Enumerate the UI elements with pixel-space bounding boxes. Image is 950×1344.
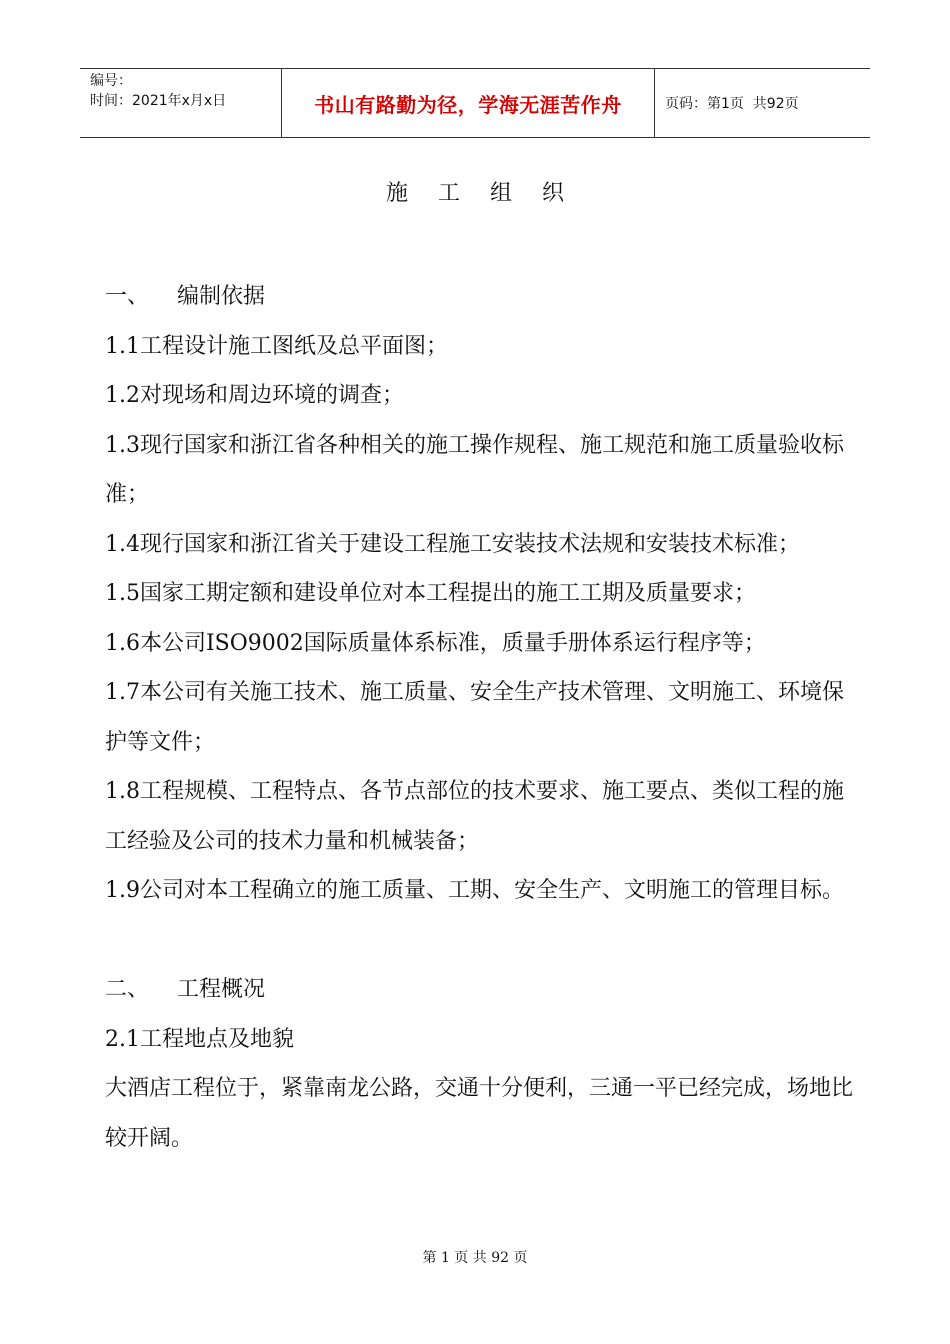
header-meta	[80, 69, 282, 137]
document-header	[80, 68, 870, 138]
document-title	[0, 176, 950, 207]
basis-item: 1.2对现场和周边环境的调查；	[105, 383, 404, 408]
title-char: 织	[542, 181, 565, 206]
header-motto-cell	[282, 69, 655, 137]
header-motto: 书山有路勤为径，学海无涯苦作舟	[314, 92, 622, 117]
basis-item: 1.3现行国家和浙江省各种相关的施工操作规程、施工规范和施工质量验收标准；	[105, 432, 844, 507]
section-heading-1: 一、 编制依据	[105, 284, 265, 309]
document-body	[105, 272, 865, 1163]
document-number-label: 编号：	[90, 73, 132, 89]
sub-heading: 2.1工程地点及地貌	[105, 1026, 294, 1052]
title-char: 施	[385, 181, 408, 206]
basis-item: 1.9公司对本工程确立的施工质量、工期、安全生产、文明施工的管理目标。	[105, 878, 844, 903]
title-char: 组	[490, 181, 513, 206]
overview-paragraph: 大酒店工程位于，紧靠南龙公路，交通十分便利，三通一平已经完成，场地比较开阔。	[105, 1076, 854, 1151]
basis-item: 1.7本公司有关施工技术、施工质量、安全生产技术管理、文明施工、环境保护等文件；	[105, 680, 844, 755]
section-spacer	[105, 916, 865, 966]
header-page-info: 页码：第1页 共92页	[665, 96, 799, 112]
basis-item: 1.1工程设计施工图纸及总平面图；	[105, 333, 448, 359]
title-char: 工	[437, 181, 460, 206]
section-heading-2: 二、 工程概况	[105, 977, 265, 1002]
basis-item: 1.5国家工期定额和建设单位对本工程提出的施工工期及质量要求；	[105, 581, 756, 606]
document-time-label: 时间：2021年x月x日	[90, 93, 227, 109]
basis-item: 1.4现行国家和浙江省关于建设工程施工安装技术法规和安装技术标准；	[105, 531, 800, 557]
basis-item: 1.8工程规模、工程特点、各节点部位的技术要求、施工要点、类似工程的施工经验及公司的技术力量和机械装备；	[105, 779, 844, 854]
page-footer: 第 1 页 共 92 页	[422, 1250, 528, 1266]
basis-item: 1.6本公司ISO9002国际质量体系标准，质量手册体系运行程序等；	[105, 630, 766, 656]
